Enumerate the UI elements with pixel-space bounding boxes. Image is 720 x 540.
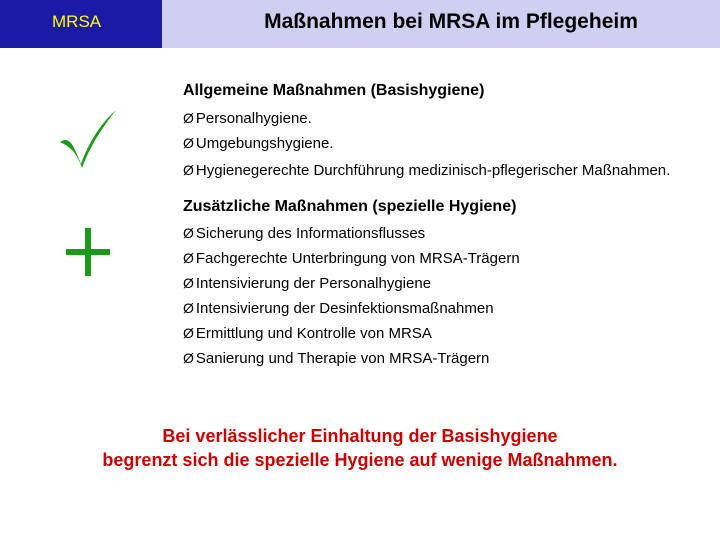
list-item: [183, 350, 489, 367]
list-item: [183, 275, 431, 292]
title-bar: [162, 0, 720, 48]
arrow-bullet-icon: Ø: [183, 110, 194, 126]
list-item: [183, 162, 670, 179]
list-item-text: Umgebungshygiene.: [195, 135, 334, 152]
list-item-text: Intensivierung der Personalhygiene: [195, 275, 432, 292]
list-item-text: Sanierung und Therapie von MRSA-Trägern: [195, 350, 490, 367]
check-icon: [58, 108, 118, 168]
list-item-text: Fachgerechte Unterbringung von MRSA-Trägern: [195, 250, 520, 267]
list-item-text: Sicherung des Informationsflusses: [195, 225, 426, 242]
list-item-text: Hygienegerechte Durchführung medizinisch-pflegerischer Maßnahmen.: [195, 162, 671, 179]
arrow-bullet-icon: Ø: [183, 350, 194, 366]
arrow-bullet-icon: Ø: [183, 325, 194, 341]
list-item-text: Personalhygiene.: [195, 110, 312, 127]
list-item: [183, 250, 520, 267]
section-heading-basic: Allgemeine Maßnahmen (Basishygiene): [183, 82, 485, 99]
list-item-text: Intensivierung der Desinfektionsmaßnahmen: [195, 300, 494, 317]
list-item: [183, 135, 333, 152]
arrow-bullet-icon: Ø: [183, 225, 194, 241]
conclusion-line-1: Bei verlässlicher Einhaltung der Basishygiene: [162, 426, 558, 446]
conclusion-text: [0, 424, 720, 472]
arrow-bullet-icon: Ø: [183, 162, 194, 178]
plus-icon: [64, 226, 112, 278]
brand-label: MRSA: [0, 0, 162, 48]
list-item: [183, 110, 312, 127]
conclusion-line-2: begrenzt sich die spezielle Hygiene auf wenige Maßnahmen.: [102, 450, 618, 470]
list-item: [183, 325, 432, 342]
arrow-bullet-icon: Ø: [183, 275, 194, 291]
list-item-text: Ermittlung und Kontrolle von MRSA: [195, 325, 432, 342]
list-item: [183, 225, 425, 242]
arrow-bullet-icon: Ø: [183, 300, 194, 316]
page-title: Maßnahmen bei MRSA im Pflegeheim: [264, 10, 638, 33]
section-heading-special: Zusätzliche Maßnahmen (spezielle Hygiene): [183, 198, 517, 215]
arrow-bullet-icon: Ø: [183, 135, 194, 151]
arrow-bullet-icon: Ø: [183, 250, 194, 266]
list-item: [183, 300, 494, 317]
